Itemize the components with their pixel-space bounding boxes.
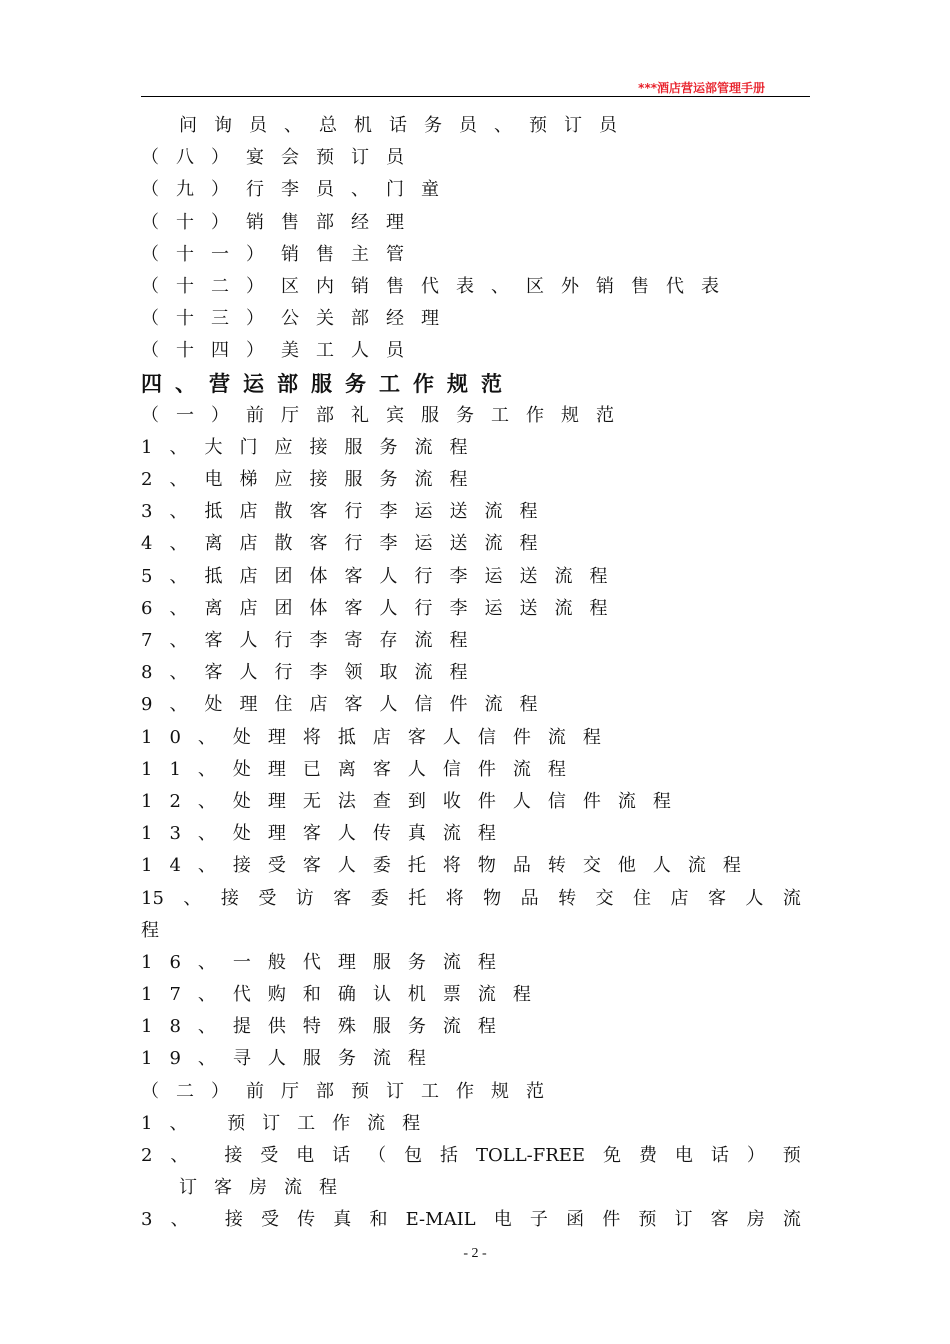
- justified-token: 和: [369, 1209, 388, 1231]
- justified-token: 客: [333, 887, 352, 909]
- justified-token: 订: [674, 1209, 693, 1231]
- justified-token: TOLL-FREE: [475, 1145, 586, 1166]
- list-item: （十一）销售主管: [141, 243, 421, 265]
- justified-token: 店: [670, 887, 689, 909]
- list-item: 10、处理将抵店客人信件流程: [141, 726, 618, 748]
- justified-token: 客: [710, 1209, 729, 1231]
- justified-token: 函: [566, 1209, 585, 1231]
- justified-token: 接: [224, 1145, 243, 1166]
- justified-token: 2: [141, 1145, 153, 1166]
- list-item: 7、客人行李寄存流程: [141, 630, 485, 651]
- list-item: 6、离店团体客人行李运送流程: [141, 597, 625, 619]
- justified-token: 受: [260, 1145, 279, 1166]
- list-item: （十三）公关部经理: [141, 308, 456, 330]
- justified-token: 话: [332, 1145, 351, 1166]
- justified-token: 接: [224, 1209, 243, 1231]
- list-item: 1、 预订工作流程: [141, 1112, 438, 1134]
- justified-token: 话: [710, 1145, 729, 1166]
- justified-token: 费: [638, 1145, 657, 1166]
- section-heading: 四、营运部服务工作规范: [141, 371, 515, 396]
- justified-token: 托: [408, 887, 427, 909]
- justified-token: 预: [638, 1209, 657, 1231]
- justified-token: 交: [595, 887, 614, 909]
- list-item-justified: [141, 1140, 801, 1172]
- list-item: 18、提供特殊服务流程: [141, 1016, 513, 1038]
- justified-token: ）: [746, 1145, 765, 1166]
- list-item: （九）行李员、门童: [141, 179, 456, 201]
- list-item: 5、抵店团体客人行李运送流程: [141, 565, 625, 587]
- justified-token: 预: [782, 1145, 801, 1166]
- list-item: 3、抵店散客行李运送流程: [141, 501, 555, 523]
- justified-token: 件: [602, 1209, 621, 1231]
- justified-token: 接: [220, 887, 239, 909]
- justified-token: （: [368, 1145, 387, 1166]
- justified-token: 传: [297, 1209, 316, 1231]
- header-title: ***酒店营运部管理手册: [638, 81, 765, 95]
- list-item: 13、处理客人传真流程: [141, 823, 513, 845]
- justified-token: 品: [520, 887, 539, 909]
- justified-token: 包: [404, 1145, 423, 1166]
- justified-token: E-MAIL: [405, 1209, 476, 1231]
- document-body: [141, 110, 801, 1237]
- justified-token: 15: [141, 887, 164, 909]
- justified-token: 流: [782, 887, 801, 909]
- justified-token: 免: [603, 1145, 622, 1166]
- justified-token: 真: [333, 1209, 352, 1231]
- justified-token: 流: [782, 1209, 801, 1231]
- justified-token: 人: [745, 887, 764, 909]
- list-item: 11、处理已离客人信件流程: [141, 758, 583, 780]
- justified-token: 受: [261, 1209, 280, 1231]
- header-rule: [141, 96, 810, 97]
- justified-token: 3: [141, 1209, 153, 1231]
- justified-token: 、: [170, 1209, 189, 1231]
- justified-token: 电: [674, 1145, 693, 1166]
- justified-token: 电: [296, 1145, 315, 1166]
- subsection-heading: （二）前厅部预订工作规范: [141, 1080, 561, 1102]
- justified-token: 物: [483, 887, 502, 909]
- list-item: （十二）区内销售代表、区外销售代表: [141, 275, 736, 297]
- justified-token: 住: [633, 887, 651, 909]
- justified-token: 房: [746, 1209, 765, 1231]
- subsection-heading: （一）前厅部礼宾服务工作规范: [141, 404, 631, 426]
- list-item: 19、寻人服务流程: [141, 1048, 443, 1070]
- list-item: （十四）美工人员: [141, 340, 421, 362]
- list-item: 1、大门应接服务流程: [141, 436, 485, 458]
- list-item: 4、离店散客行李运送流程: [141, 533, 555, 555]
- justified-token: 受: [258, 887, 277, 909]
- list-item: （十）销售部经理: [141, 211, 421, 233]
- justified-token: 访: [295, 887, 314, 909]
- justified-token: 子: [529, 1209, 548, 1231]
- list-item-justified: [141, 883, 801, 915]
- list-item-justified: [141, 1204, 801, 1236]
- list-item: 2、电梯应接服务流程: [141, 469, 485, 491]
- justified-token: 、: [183, 887, 202, 909]
- justified-token: 委: [370, 887, 389, 909]
- list-item-continuation: 程: [141, 919, 176, 941]
- list-item: 9、处理住店客人信件流程: [141, 694, 555, 716]
- list-item: 8、客人行李领取流程: [141, 662, 485, 684]
- justified-token: 转: [558, 887, 577, 909]
- justified-token: 电: [493, 1209, 512, 1231]
- list-item: （八）宴会预订员: [141, 147, 421, 169]
- justified-token: 将: [445, 887, 464, 909]
- list-item-continuation: 订客房流程: [179, 1177, 354, 1199]
- list-item: 12、处理无法查到收件人信件流程: [141, 790, 688, 812]
- list-item: 17、代购和确认机票流程: [141, 984, 548, 1006]
- list-item: 14、接受客人委托将物品转交他人流程: [141, 855, 758, 877]
- list-item: 16、一般代理服务流程: [141, 951, 513, 973]
- justified-token: 客: [707, 887, 726, 909]
- justified-token: 、: [170, 1145, 189, 1166]
- list-item: 问询员、总机话务员、预订员: [179, 115, 634, 136]
- page-number: - 2 -: [463, 1246, 487, 1261]
- justified-token: 括: [440, 1145, 459, 1166]
